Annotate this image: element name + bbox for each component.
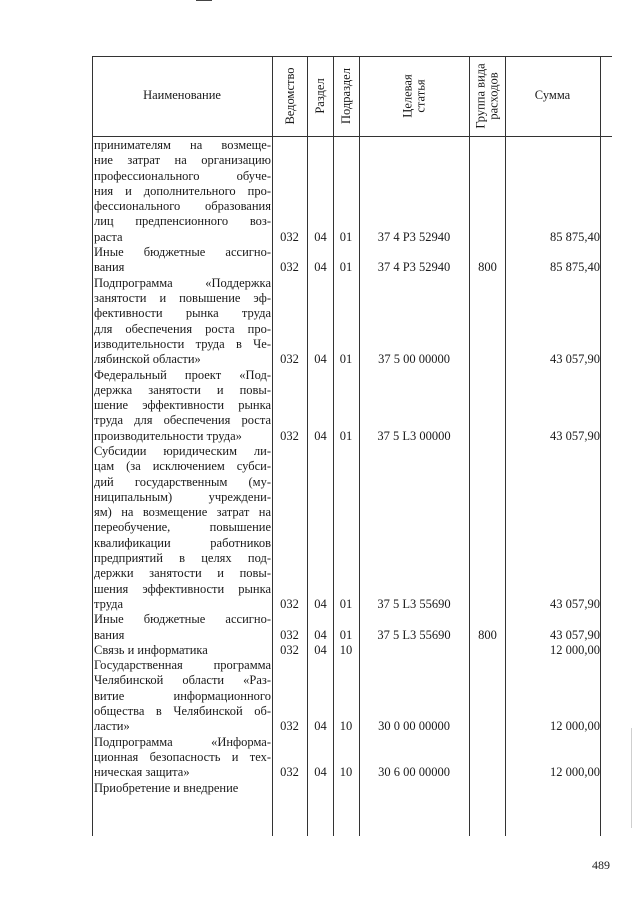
row-podrazdel: 01: [339, 627, 353, 642]
row-vedomstvo: 032: [280, 765, 299, 780]
row-name-line: Иные бюджетные ассигно-: [94, 245, 271, 260]
row-vedomstvo: 032: [280, 642, 299, 657]
row-celevaya-statya: 37 5 L3 55690: [377, 597, 451, 611]
row-name-line: производительности труда»: [94, 428, 242, 443]
scan-mark: [196, 0, 212, 1]
row-name: [94, 138, 271, 245]
row-summa: 43 057,90: [550, 627, 600, 642]
row-gruppa: 800: [478, 260, 497, 275]
row-name-line: вания: [94, 260, 125, 275]
row-summa: 43 057,90: [550, 428, 600, 443]
row-name-line: держки занятости и повы-: [94, 566, 271, 581]
header-celevaya-line2: статья: [413, 79, 427, 113]
row-vedomstvo: 032: [280, 719, 299, 734]
table-top-border: [92, 56, 612, 57]
row-summa: 85 875,40: [550, 260, 600, 275]
row-podrazdel: 01: [339, 597, 353, 611]
col-border: [92, 56, 93, 836]
row-name: [94, 276, 271, 368]
row-name-line: Иные бюджетные ассигно-: [94, 612, 271, 627]
row-podrazdel: 10: [339, 719, 353, 734]
row-name-line: лиц предпенсионного воз-: [94, 214, 271, 229]
row-name-line: ния и дополнительного про-: [94, 183, 271, 198]
row-name-line: раста: [94, 229, 123, 244]
header-razdel: Раздел: [312, 78, 327, 114]
header-name: Наименование: [143, 88, 221, 102]
row-vedomstvo: 032: [280, 352, 299, 367]
row-name-line: Приобретение и внедрение: [94, 780, 239, 795]
row-name: [94, 658, 271, 734]
budget-table: [92, 56, 612, 836]
row-summa: 12 000,00: [550, 719, 600, 734]
row-name-line: дий государственным (му-: [94, 474, 271, 489]
row-razdel: 04: [314, 352, 327, 367]
row-celevaya-statya: 37 5 L3 00000: [377, 428, 451, 443]
row-podrazdel: 01: [339, 352, 353, 367]
row-name-line: шения эффективности рынка: [94, 581, 271, 596]
row-name-line: труда для обеспечения роста: [94, 413, 271, 428]
header-vedomstvo: Ведомство: [282, 67, 297, 125]
row-name-line: ние затрат на организацию: [94, 153, 271, 168]
row-celevaya-statya: 37 5 00 00000: [378, 352, 450, 367]
row-podrazdel: 01: [339, 229, 353, 244]
col-border: [469, 56, 470, 836]
row-name-line: лябинской области»: [94, 352, 201, 367]
row-name-line: переобучение, повышение: [94, 520, 271, 535]
row-celevaya-statya: 30 0 00 00000: [378, 719, 450, 734]
row-name: [94, 444, 271, 612]
row-vedomstvo: 032: [280, 627, 299, 642]
row-name-line: ционная безопасность и тех-: [94, 749, 271, 764]
header-gruppa-line2: расходов: [486, 72, 500, 120]
row-name-line: ям) на возмещение затрат на: [94, 505, 271, 520]
row-razdel: 04: [314, 642, 327, 657]
row-razdel: 04: [314, 428, 327, 443]
row-name-line: Подпрограмма «Поддержка: [94, 275, 271, 290]
row-name-line: Подпрограмма «Информа-: [94, 734, 271, 749]
row-name-line: фессионального образования: [94, 199, 271, 214]
row-name-line: принимателям на возмеще-: [94, 138, 271, 152]
row-celevaya-statya: 37 5 L3 55690: [377, 627, 451, 642]
row-vedomstvo: 032: [280, 229, 299, 244]
row-razdel: 04: [314, 765, 327, 780]
row-name-line: Федеральный проект «Под-: [94, 367, 271, 382]
row-summa: 12 000,00: [550, 642, 600, 657]
row-summa: 85 875,40: [550, 229, 600, 244]
row-vedomstvo: 032: [280, 260, 299, 275]
row-razdel: 04: [314, 229, 327, 244]
row-razdel: 04: [314, 719, 327, 734]
row-podrazdel: 10: [339, 765, 353, 780]
row-name-line: Субсидии юридическим ли-: [94, 444, 271, 458]
row-name-line: труда: [94, 596, 124, 611]
header-gruppa-vida-rashodov: [475, 63, 500, 128]
row-name: [94, 781, 271, 796]
row-vedomstvo: 032: [280, 597, 299, 611]
row-name-line: Государственная программа: [94, 658, 271, 673]
header-celevaya-statya: [402, 74, 427, 117]
row-name-line: профессионального обуче-: [94, 168, 271, 183]
row-celevaya-statya: 37 4 P3 52940: [377, 229, 451, 244]
row-name-line: шение эффективности рынка: [94, 398, 271, 413]
row-gruppa: 800: [478, 627, 497, 642]
row-name-line: квалификации работников: [94, 535, 271, 550]
row-summa: 43 057,90: [550, 352, 600, 367]
row-celevaya-statya: 30 6 00 00000: [378, 765, 450, 780]
row-name-line: Связь и информатика: [94, 642, 208, 657]
row-summa: 12 000,00: [550, 765, 600, 780]
row-name: [94, 735, 271, 781]
scan-edge-mark: [631, 728, 632, 828]
row-name: [94, 612, 271, 643]
row-name-line: вания: [94, 627, 125, 642]
row-name-line: ласти»: [94, 719, 130, 734]
row-summa: 43 057,90: [550, 597, 600, 611]
row-podrazdel: 01: [339, 428, 353, 443]
row-name: [94, 643, 271, 658]
row-name: [94, 368, 271, 444]
page-number: 489: [592, 858, 610, 872]
row-name-line: занятости и повышение эф-: [94, 290, 271, 305]
row-name-line: цам (за исключением субси-: [94, 459, 271, 474]
col-border: [600, 56, 601, 836]
row-name-line: предприятий в целях под-: [94, 551, 271, 566]
row-name-line: изводительности труда в Че-: [94, 336, 271, 351]
row-name-line: ниципальным) учреждени-: [94, 489, 271, 504]
row-vedomstvo: 032: [280, 428, 299, 443]
header-bottom-border: [92, 136, 612, 137]
row-podrazdel: 10: [339, 642, 353, 657]
row-razdel: 04: [314, 260, 327, 275]
row-name-line: для обеспечения роста про-: [94, 321, 271, 336]
row-name: [94, 245, 271, 276]
row-razdel: 04: [314, 597, 327, 611]
header-podrazdel: Подраздел: [338, 68, 353, 124]
row-razdel: 04: [314, 627, 327, 642]
row-name-line: держка занятости и повы-: [94, 382, 271, 397]
row-name-line: общества в Челябинской об-: [94, 704, 271, 719]
row-name-line: ническая защита»: [94, 765, 190, 780]
row-name-line: Челябинской области «Раз-: [94, 673, 271, 688]
header-summa: Сумма: [534, 88, 571, 102]
header-gruppa-line1: Группа вида: [473, 63, 488, 129]
header-celevaya-line1: Целевая: [400, 74, 415, 118]
row-celevaya-statya: 37 4 P3 52940: [377, 260, 451, 275]
row-name-line: витие информационного: [94, 688, 271, 703]
row-name-line: фективности рынка труда: [94, 306, 271, 321]
row-podrazdel: 01: [339, 260, 353, 275]
